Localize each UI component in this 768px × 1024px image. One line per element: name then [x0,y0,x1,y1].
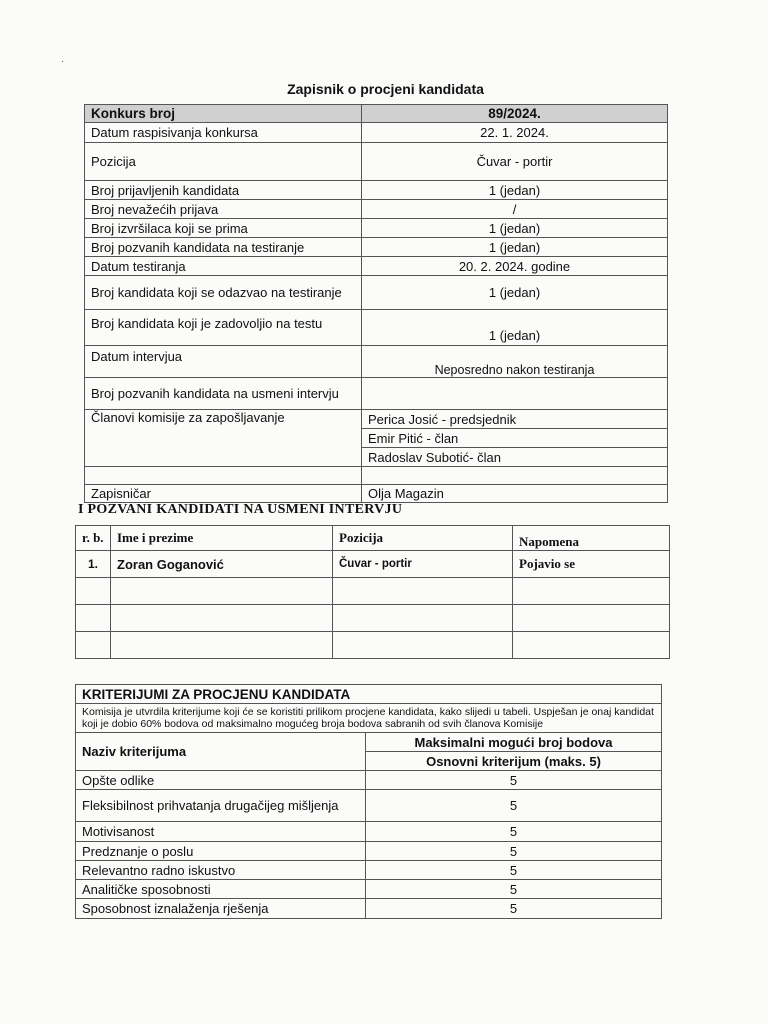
row-value: 1 (jedan) [362,238,668,257]
criteria-title-row [76,685,662,704]
criterion-max: 5 [366,842,662,861]
row-label: Datum testiranja [85,257,362,276]
table-row [76,790,662,822]
table-row [85,346,668,378]
criterion-name: Opšte odlike [76,771,366,790]
commission-member: Emir Pitić - član [362,429,668,448]
table-row [76,771,662,790]
column-header: Ime i prezime [111,526,333,551]
column-header: Napomena [513,526,670,551]
table-row [85,181,668,200]
criterion-max: 5 [366,771,662,790]
competition-number-value: 89/2024. [362,105,668,123]
criteria-table [75,684,662,919]
table-row [76,578,670,605]
criterion-name: Relevantno radno iskustvo [76,861,366,880]
criterion-max: 5 [366,790,662,822]
row-label: Broj nevažećih prijava [85,200,362,219]
recorder-value: Olja Magazin [362,485,668,503]
table-row [76,880,662,899]
criterion-max: 5 [366,880,662,899]
table-row [85,257,668,276]
table-row [85,123,668,143]
column-header: Pozicija [333,526,513,551]
criterion-name: Predznanje o poslu [76,842,366,861]
criteria-title: KRITERIJUMI ZA PROCJENU KANDIDATA [76,685,662,704]
criterion-name: Fleksibilnost prihvatanja drugačijeg mišljenja [76,790,366,822]
table-row [85,200,668,219]
table-row [76,842,662,861]
criterion-max: 5 [366,861,662,880]
candidate-name: Zoran Goganović [111,551,333,578]
recorder-label: Zapisničar [85,485,362,503]
criteria-name-header: Naziv kriterijuma [76,733,366,771]
row-value: 1 (jedan) [362,276,668,310]
table-row [85,378,668,410]
commission-row [85,410,668,429]
row-label: Broj prijavljenih kandidata [85,181,362,200]
table-row [85,310,668,346]
criterion-max: 5 [366,822,662,842]
criterion-name: Motivisanost [76,822,366,842]
table-row [76,822,662,842]
row-label: Broj kandidata koji se odazvao na testiranje [85,276,362,310]
criterion-name: Sposobnost iznalaženja rješenja [76,899,366,919]
row-value: 20. 2. 2024. godine [362,257,668,276]
criterion-name: Analitičke sposobnosti [76,880,366,899]
table-row [76,551,670,578]
row-value: 1 (jedan) [362,219,668,238]
row-label: Datum intervjua [85,346,362,378]
criteria-max-header: Maksimalni mogući broj bodova [366,733,662,752]
commission-member: Radoslav Subotić- član [362,448,668,467]
commission-label: Članovi komisije za zapošljavanje [85,410,362,429]
table-row [85,276,668,310]
document-title: Zapisnik o procjeni kandidata [287,81,484,97]
criteria-header-row [76,733,662,752]
candidate-note: Pojavio se [513,551,670,578]
row-value: / [362,200,668,219]
table-row [76,605,670,632]
row-label: Broj pozvanih kandidata na testiranje [85,238,362,257]
row-value: Čuvar - portir [362,143,668,181]
table-row [85,143,668,181]
commission-row [85,429,668,448]
row-label: Datum raspisivanja konkursa [85,123,362,143]
column-header: r. b. [76,526,111,551]
candidate-position: Čuvar - portir [333,551,513,578]
row-value: 1 (jedan) [362,181,668,200]
table-row [85,219,668,238]
row-value: Neposredno nakon testiranja [362,346,668,378]
invited-candidates-table [75,525,670,659]
blank-row [85,467,668,485]
competition-info-table [84,104,668,503]
table-header-row [76,526,670,551]
criterion-max: 5 [366,899,662,919]
table-header-row [85,105,668,123]
recorder-row [85,485,668,503]
row-label: Broj izvršilaca koji se prima [85,219,362,238]
commission-member: Perica Josić - predsjednik [362,410,668,429]
row-label: Pozicija [85,143,362,181]
table-row [76,899,662,919]
row-number: 1. [76,551,111,578]
table-row [85,238,668,257]
criteria-basic-header: Osnovni kriterijum (maks. 5) [366,752,662,771]
criteria-intro: Komisija je utvrdila kriterijume koji će se koristiti prilikom procjene kandidata, kako slijedi u tabeli. Uspješan je onaj kandidat koji je dobio 60% bodova od maksimalno mogućeg broja bodova sabranih od svih članova Komisije [76,704,662,733]
commission-row [85,448,668,467]
row-value: 22. 1. 2024. [362,123,668,143]
table-row [76,861,662,880]
row-value [362,378,668,410]
competition-number-label: Konkurs broj [85,105,362,123]
row-value: 1 (jedan) [362,310,668,346]
row-label: Broj pozvanih kandidata na usmeni intervju [85,378,362,410]
row-label: Broj kandidata koji je zadovoljio na testu [85,310,362,346]
scan-speck: · [61,56,65,67]
section-heading: I POZVANI KANDIDATI NA USMENI INTERVJU [78,502,403,517]
criteria-intro-row [76,704,662,733]
table-row [76,632,670,659]
